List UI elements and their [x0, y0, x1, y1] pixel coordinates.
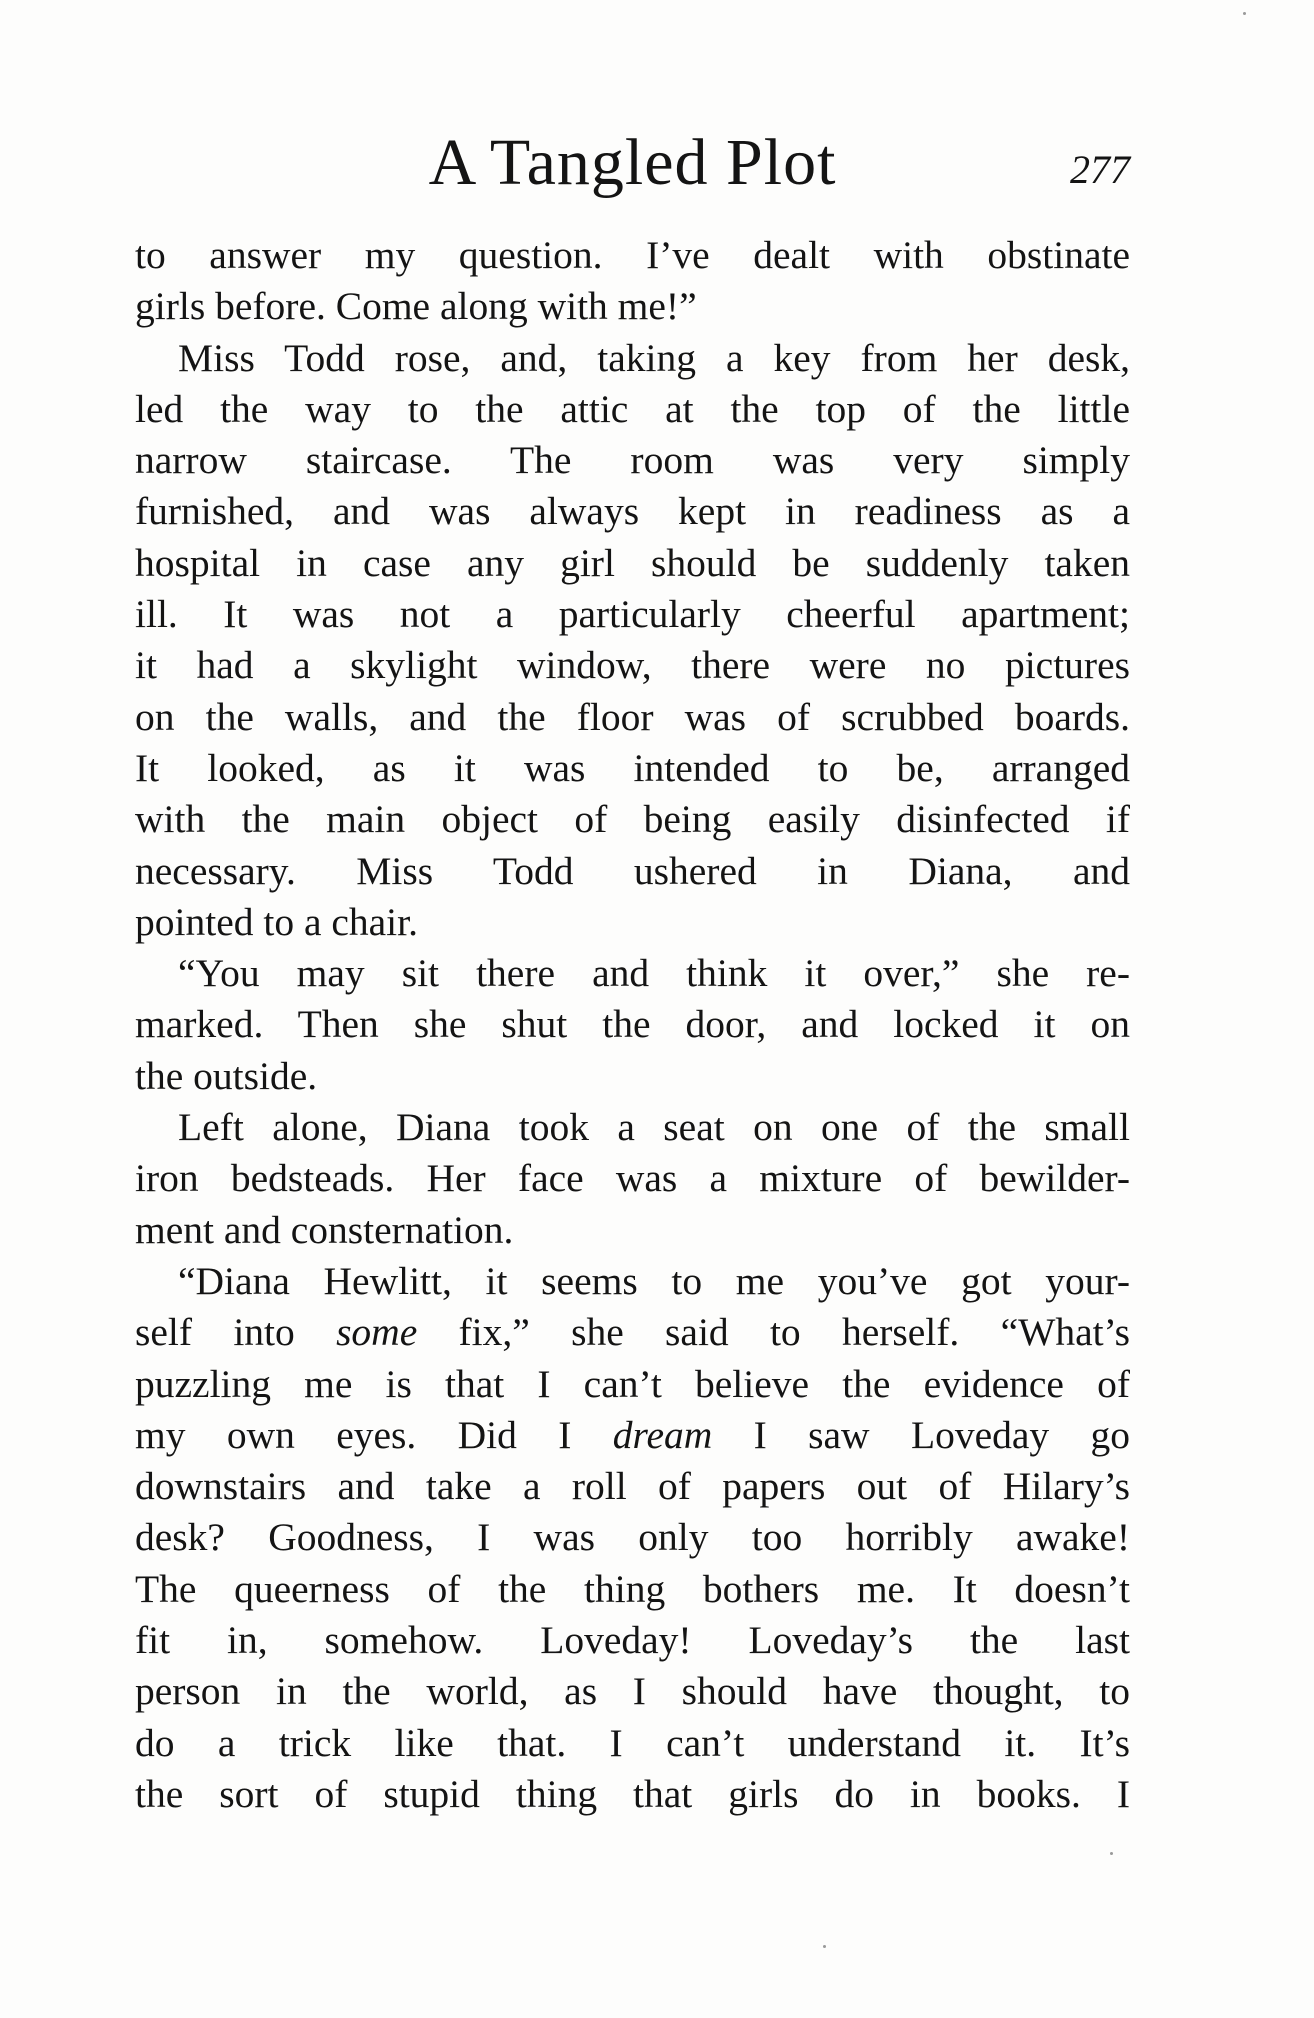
emphasis-word: some — [336, 1310, 418, 1355]
text-line: furnished, and was always kept in readiness as a — [135, 489, 1130, 534]
text-line: to answer my question. I’ve dealt with obstinate — [135, 233, 1130, 277]
text-line: downstairs and take a roll of papers out of Hilary’s — [135, 1464, 1130, 1509]
text-line: pointed to a chair. — [135, 899, 418, 944]
body-text — [135, 230, 1130, 1820]
text-line: “You may sit there and think it over,” she re- — [178, 951, 1130, 996]
text-line: led the way to the attic at the top of the little — [135, 386, 1130, 431]
text-line: Left alone, Diana took a seat on one of the small — [178, 1105, 1130, 1150]
text-line — [135, 1307, 1130, 1358]
paper-speck — [1243, 12, 1246, 15]
text-line: with the main object of being easily disinfected if — [135, 797, 1130, 842]
text-run: fix,” she said to herself. “What’s — [417, 1310, 1130, 1355]
text-line: on the walls, and the floor was of scrubbed boards. — [135, 694, 1130, 739]
text-line: ill. It was not a particularly cheerful apartment; — [135, 592, 1130, 637]
text-line: It looked, as it was intended to be, arranged — [135, 745, 1130, 790]
text-line: person in the world, as I should have thought, to — [135, 1669, 1130, 1714]
running-title: A Tangled Plot — [428, 126, 837, 199]
paper-speck — [823, 1945, 826, 1948]
emphasis-word: dream — [612, 1412, 713, 1457]
text-line — [135, 1410, 1130, 1461]
page-number: 277 — [1070, 147, 1130, 192]
text-line: necessary. Miss Todd ushered in Diana, and — [135, 848, 1130, 893]
text-run: I saw Loveday go — [712, 1412, 1130, 1457]
text-line: Miss Todd rose, and, taking a key from her desk, — [178, 335, 1130, 380]
text-line: it had a skylight window, there were no pictures — [135, 643, 1130, 688]
text-line: ment and consternation. — [135, 1207, 514, 1252]
text-line: iron bedsteads. Her face was a mixture of bewilder- — [135, 1156, 1130, 1201]
text-line: the sort of stupid thing that girls do in books. I — [135, 1771, 1130, 1816]
text-line: the outside. — [135, 1053, 318, 1098]
text-run: my own eyes. Did I — [135, 1412, 613, 1457]
text-line: fit in, somehow. Loveday! Loveday’s the last — [135, 1618, 1130, 1663]
paper-speck — [1110, 1852, 1113, 1855]
text-run: self into — [135, 1310, 337, 1355]
text-line: puzzling me is that I can’t believe the evidence of — [135, 1361, 1130, 1406]
text-line: hospital in case any girl should be suddenly taken — [135, 540, 1130, 585]
text-line: narrow staircase. The room was very simply — [135, 438, 1130, 483]
text-line: The queerness of the thing bothers me. It doesn’t — [135, 1566, 1130, 1611]
text-line: desk? Goodness, I was only too horribly awake! — [135, 1515, 1130, 1560]
text-line: marked. Then she shut the door, and locked it on — [135, 1002, 1130, 1047]
text-line: girls before. Come along with me!” — [135, 284, 697, 329]
running-head — [135, 118, 1130, 208]
text-line: do a trick like that. I can’t understand it. It’s — [135, 1720, 1130, 1765]
text-line: “Diana Hewlitt, it seems to me you’ve got your- — [178, 1258, 1130, 1303]
